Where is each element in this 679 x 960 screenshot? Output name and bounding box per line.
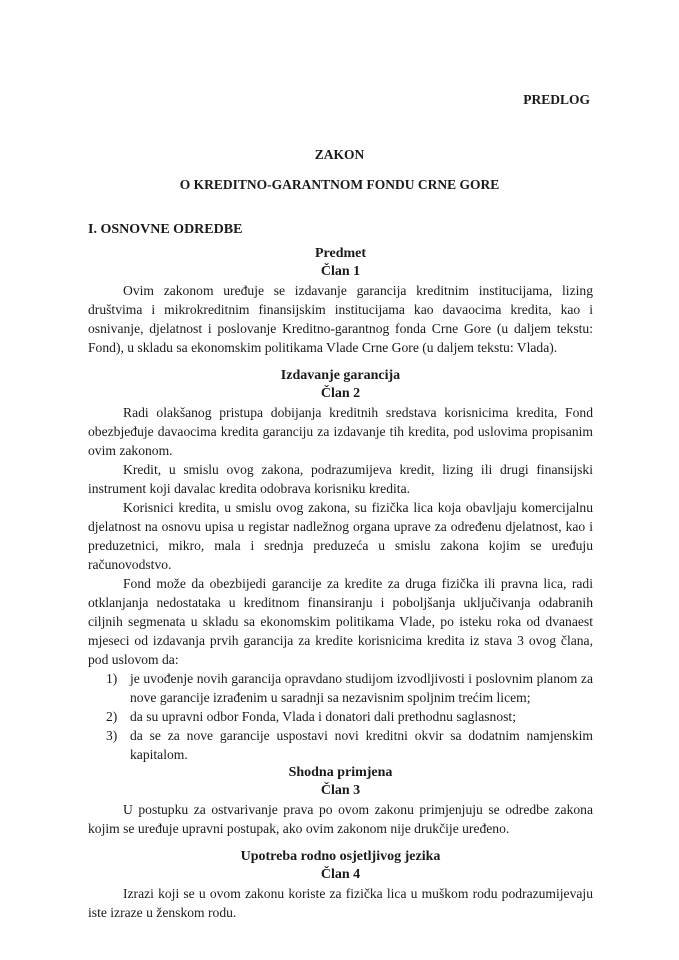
paragraph: Korisnici kredita, u smislu ovog zakona, su fizička lica koja obavljaju komercijalnu djelatnost na osnovu upisa u registar nadležnog organa uprave za određenu djelatnost, kao i preduzetnici, mikro, mala i srednja preduzeća u smislu zakona kojim se uređuju računovodstvo.	[88, 500, 593, 572]
paragraph: Izrazi koji se u ovom zakonu koriste za fizička lica u muškom rodu podrazumijevaju iste izraze u ženskom rodu.	[88, 886, 593, 920]
paragraph: Kredit, u smislu ovog zakona, podrazumijeva kredit, lizing ili drugi finansijski instrument koji davalac kredita odobrava korisniku kredita.	[88, 462, 593, 496]
article-4	[88, 848, 593, 922]
article-number: Član 2	[320, 386, 361, 401]
article-2	[88, 367, 593, 764]
paragraph: Fond može da obezbijedi garancije za kredite za druga fizička ili pravna lica, radi otklanjanja nedostataka u kreditnom finansiranju i poboljšanja uključivanja odabranih ciljnih segmenata u skladu sa ekonomskim politikama Vlade, po isteku roka od dvanaest mjeseci od izdavanja prvih garancija za kredite korisnicima kredita iz stava 3 ovog člana, pod uslovom da:	[88, 576, 593, 667]
list-item	[88, 707, 593, 726]
list-number: 3)	[106, 728, 118, 743]
law-title: ZAKON	[314, 147, 365, 162]
list-text: da se za nove garancije uspostavi novi kreditni okvir sa dodatnim namjenskim kapitalom.	[130, 728, 593, 762]
proposal-label: PREDLOG	[523, 92, 590, 107]
list-item	[88, 669, 593, 707]
chapter-heading: I. OSNOVNE ODREDBE	[88, 222, 243, 237]
article-1	[88, 245, 593, 357]
list-number: 1)	[106, 671, 118, 686]
article-heading: Shodna primjena	[288, 765, 393, 780]
paragraph: Ovim zakonom uređuje se izdavanje garancija kreditnim institucijama, lizing društvima i mikrokreditnim finansijskim institucijama kao davaocima kredita, kao i osnivanje, djelatnost i poslovanje Kreditno-garantnog fonda Crne Gore (u daljem tekstu: Fond), u skladu sa ekonomskim politikama Vlade Crne Gore (u daljem tekstu: Vlada).	[88, 283, 593, 355]
law-subtitle: O KREDITNO-GARANTNOM FONDU CRNE GORE	[179, 177, 500, 192]
article-number: Član 3	[320, 783, 361, 798]
condition-list	[88, 669, 593, 764]
document-body	[88, 220, 593, 922]
article-number: Član 4	[320, 867, 361, 882]
list-number: 2)	[106, 709, 118, 724]
paragraph: U postupku za ostvarivanje prava po ovom zakonu primjenjuju se odredbe zakona kojim se uređuje upravni postupak, ako ovim zakonom nije drukčije uređeno.	[88, 802, 593, 836]
list-text: je uvođenje novih garancija opravdano studijom izvodljivosti i poslovnim planom za nove garancije izrađenim u saradnji sa nezavisnim spoljnim trećim licem;	[130, 671, 593, 705]
article-number: Član 1	[320, 264, 361, 279]
article-heading: Predmet	[314, 246, 367, 261]
article-heading: Upotreba rodno osjetljivog jezika	[240, 849, 441, 864]
list-text: da su upravni odbor Fonda, Vlada i donatori dali prethodnu saglasnost;	[130, 709, 516, 724]
paragraph: Radi olakšanog pristupa dobijanja kreditnih sredstava korisnicima kredita, Fond obezbjeđuje davaocima kredita garanciju za izdavanje tih kredita, pod uslovima propisanim ovim zakonom.	[88, 405, 593, 458]
article-3	[88, 764, 593, 838]
list-item	[88, 726, 593, 764]
article-heading: Izdavanje garancija	[280, 368, 401, 383]
